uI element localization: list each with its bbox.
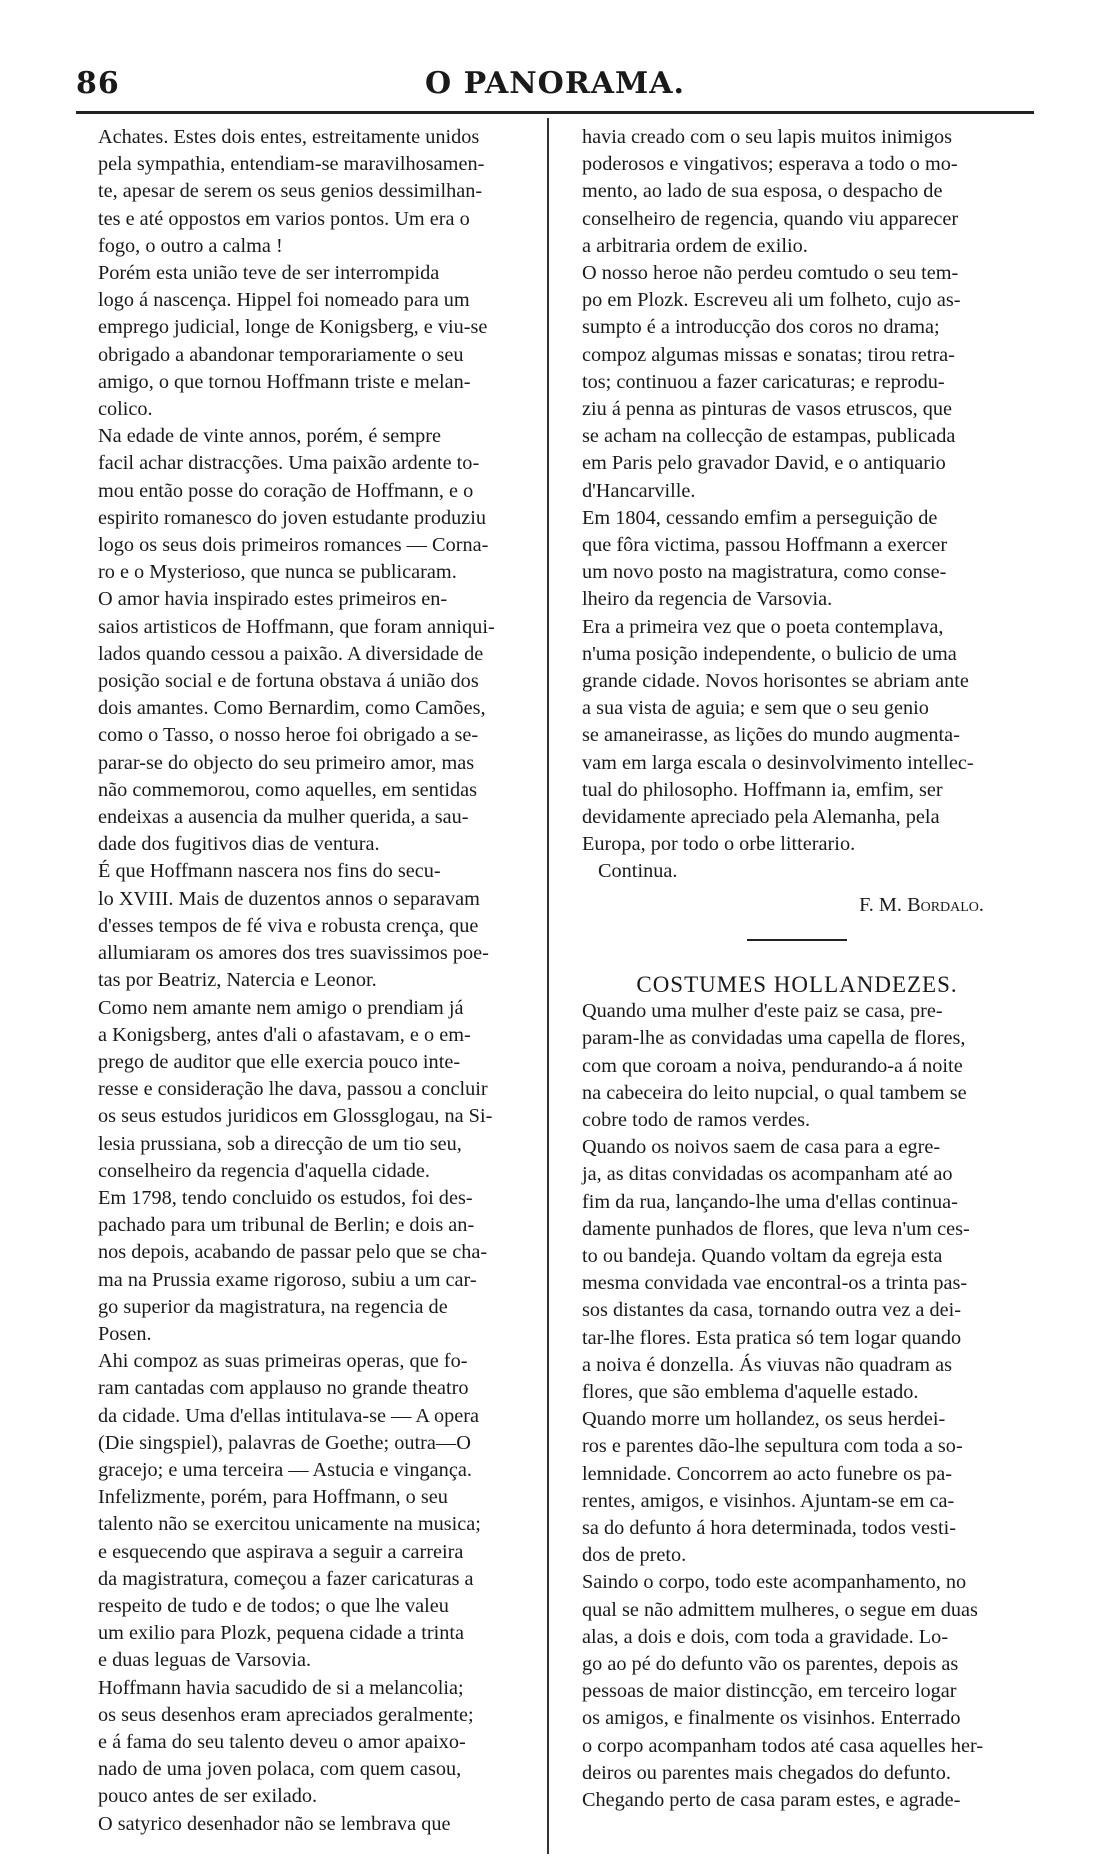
text-line: Quando os noivos saem de casa para a egre- <box>582 1136 941 1159</box>
paragraph <box>76 260 536 423</box>
section-paragraphs <box>560 998 1034 1814</box>
section-heading: COSTUMES HOLLANDEZES. <box>636 971 958 997</box>
text-line: ziu á penna as pinturas de vasos etruscos, que <box>582 398 953 421</box>
text-line: Na edade de vinte annos, porém, é sempre <box>98 425 441 448</box>
header-rule <box>76 111 1034 114</box>
paragraph <box>560 614 1034 859</box>
text-line: havia creado com o seu lapis muitos inimigos <box>582 126 953 148</box>
text-line: a arbitraria ordem de exilio. <box>582 234 808 257</box>
text-line: a noiva é donzella. Ás viuvas não quadram as <box>582 1353 953 1376</box>
text-line: saios artisticos de Hoffmann, que foram anniqui- <box>98 615 495 638</box>
text-line: Em 1798, tendo concluido os estudos, foi des- <box>98 1186 473 1209</box>
text-line: ro e o Mysterioso, que nunca se publicaram. <box>98 561 457 584</box>
text-line: pessoas de maior distincção, em terceiro logar <box>582 1680 957 1703</box>
text-line: pouco antes de ser exilado. <box>98 1785 318 1808</box>
text-line: Infelizmente, porém, para Hoffmann, o seu <box>98 1486 448 1509</box>
paragraph <box>76 1675 536 1811</box>
text-line: ros e parentes dão-lhe sepultura com toda a so- <box>582 1435 963 1458</box>
text-line: lheiro da regencia de Varsovia. <box>582 588 833 611</box>
text-line: mesma convidada vae encontral-os a trinta pas- <box>582 1272 968 1295</box>
text-line: amigo, o que tornou Hoffmann triste e melan- <box>98 370 471 393</box>
text-line: parar-se do objecto do seu primeiro amor, mas <box>98 751 475 774</box>
paragraph <box>76 995 536 1185</box>
text-line: a sua vista de aguia; e sem que o seu genio <box>582 697 929 720</box>
text-line: go ao pé do defunto vão os parentes, depois as <box>582 1652 959 1675</box>
text-line: lo XVIII. Mais de duzentos annos o separavam <box>98 887 480 910</box>
text-line: que fôra victima, passou Hoffmann a exercer <box>582 534 948 557</box>
text-line: colico. <box>98 398 153 421</box>
text-line: obrigado a abandonar temporariamente o seu <box>98 343 464 366</box>
text-line: endeixas a ausencia da mulher querida, a sau- <box>98 806 469 829</box>
text-line: os seus estudos juridicos em Glossglogau, na Si- <box>98 1105 493 1128</box>
text-line: posição social e de fortuna obstava á união dos <box>98 670 479 693</box>
text-line: gracejo; e uma terceira — Astucia e vingança. <box>98 1458 472 1481</box>
text-line: sos distantes da casa, tornando outra vez a dei- <box>582 1299 962 1322</box>
text-line: allumiaram os amores dos tres suavissimos poe- <box>98 942 489 965</box>
text-line: damente punhados de flores, que leva n'um ces- <box>582 1217 970 1240</box>
text-line: Hoffmann havia sacudido de si a melancolia; <box>98 1676 464 1699</box>
text-line: os amigos, e finalmente os visinhos. Enterrado <box>582 1707 961 1730</box>
text-line: Quando morre um hollandez, os seus herdei- <box>582 1408 946 1431</box>
paragraph <box>76 1348 536 1484</box>
text-line: po em Plozk. Escreveu ali um folheto, cujo as- <box>582 289 961 312</box>
paragraph <box>76 858 536 994</box>
text-line: como o Tasso, o nosso heroe foi obrigado a se- <box>98 724 479 747</box>
text-line: É que Hoffmann nascera nos fins do secu- <box>98 860 441 883</box>
text-line: Posen. <box>98 1322 152 1345</box>
text-line: um novo posto na magistratura, como conse- <box>582 561 947 584</box>
text-line: espirito romanesco do joven estudante produziu <box>98 506 487 529</box>
text-line: to ou bandeja. Quando voltam da egreja esta <box>582 1244 943 1267</box>
text-line: flores, que são emblema d'aquelle estado. <box>582 1380 919 1403</box>
text-line: dois amantes. Como Bernardim, como Camões, <box>98 697 486 720</box>
text-line: qual se não admittem mulheres, o segue em duas <box>582 1598 978 1621</box>
paragraph <box>76 124 536 260</box>
text-line: ja, as ditas convidadas os acompanham até ao <box>582 1163 953 1186</box>
text-line: lemnidade. Concorrem ao acto funebre os pa- <box>582 1462 952 1485</box>
text-line: conselheiro de regencia, quando viu apparecer <box>582 207 959 230</box>
paragraph <box>560 998 1034 1134</box>
text-line: rentes, amigos, e visinhos. Ajuntam-se em ca- <box>582 1489 955 1512</box>
section-divider <box>747 939 847 941</box>
text-line: se acham na collecção de estampas, publicada <box>582 425 956 448</box>
text-line: fim da rua, lançando-lhe uma d'ellas continua- <box>582 1190 958 1213</box>
text-line: (Die singspiel), palavras de Goethe; outra—O <box>98 1431 471 1454</box>
text-line: resse e consideração lhe dava, passou a concluir <box>98 1078 488 1101</box>
paragraph <box>560 1406 1034 1569</box>
page-header <box>60 58 1050 108</box>
text-line: logo os seus dois primeiros romances — Corna- <box>98 534 489 557</box>
text-line: go superior da magistratura, na regencia de <box>98 1295 448 1318</box>
text-line: Chegando perto de casa param estes, e agrade- <box>582 1788 961 1811</box>
text-line: param-lhe as convidadas uma capella de flores, <box>582 1027 966 1050</box>
text-line: emprego judicial, longe de Konigsberg, e viu-se <box>98 316 488 339</box>
text-line: O nosso heroe não perdeu comtudo o seu tem- <box>582 262 959 285</box>
text-line: ram cantadas com applauso no grande theatro <box>98 1377 469 1400</box>
text-line: Porém esta união teve de ser interrompida <box>98 262 440 285</box>
text-line: Quando uma mulher d'este paiz se casa, pre- <box>582 1000 943 1023</box>
text-line: facil achar distracções. Uma paixão ardente to- <box>98 452 480 475</box>
text-line: poderosos e vingativos; esperava a todo o mo- <box>582 153 958 176</box>
text-line: na cabeceira do leito nupcial, o qual tambem se <box>582 1081 967 1104</box>
text-line: e á fama do seu talento deveu o amor apaixo- <box>98 1730 466 1753</box>
text-line: tual do philosopho. Hoffmann ia, emfim, ser <box>582 778 943 801</box>
text-line: e duas leguas de Varsovia. <box>98 1649 312 1672</box>
text-line: tos; continuou a fazer caricaturas; e reprodu- <box>582 370 945 393</box>
paragraph <box>560 1569 1034 1814</box>
text-line: cobre todo de ramos verdes. <box>582 1108 811 1131</box>
paragraph <box>560 505 1034 614</box>
text-line: lesia prussiana, sob a direcção de um tio seu, <box>98 1132 462 1155</box>
text-line: dos de preto. <box>582 1544 687 1567</box>
text-line: Em 1804, cessando emfim a perseguição de <box>582 506 938 529</box>
text-line: respeito de tudo e de todos; o que lhe valeu <box>98 1594 449 1617</box>
right-column <box>560 124 1034 1814</box>
text-line: Era a primeira vez que o poeta contemplava, <box>582 615 944 638</box>
text-line: pela sympathia, entendiam-se maravilhosamen- <box>98 153 485 176</box>
text-line: Europa, por todo o orbe litterario. <box>582 833 856 856</box>
paragraph <box>76 1484 536 1674</box>
text-line: dade dos fugitivos dias de ventura. <box>98 833 380 856</box>
text-line: mou então posse do coração de Hoffmann, e o <box>98 479 474 502</box>
text-line: te, apesar de serem os seus genios dessimilhan- <box>98 180 483 203</box>
text-line: da cidade. Uma d'ellas intitulava-se — A opera <box>98 1404 479 1427</box>
text-line: d'esses tempos de fé viva e robusta crença, que <box>98 914 479 937</box>
text-line: d'Hancarville. <box>582 479 696 502</box>
text-line: mento, ao lado de sua esposa, o despacho de <box>582 180 943 203</box>
author-signature: F. M. Bordalo. <box>859 893 984 916</box>
continua-note: Continua. <box>598 860 678 883</box>
text-line: n'uma posição independente, o bulicio de uma <box>582 642 957 665</box>
text-line: Como nem amante nem amigo o prendiam já <box>98 996 464 1019</box>
text-line: compoz algumas missas e sonatas; tirou retra- <box>582 343 955 366</box>
text-line: da magistratura, começou a fazer caricaturas a <box>98 1567 474 1590</box>
text-line: com que coroam a noiva, pendurando-a á noite <box>582 1054 963 1077</box>
text-line: vam em larga escala o desinvolvimento intellec- <box>582 751 974 774</box>
paragraph <box>560 124 1034 260</box>
text-line: Achates. Estes dois entes, estreitamente unidos <box>98 126 480 148</box>
text-line: tes e até oppostos em varios pontos. Um era o <box>98 207 470 230</box>
paragraph <box>76 586 536 858</box>
paragraph <box>76 1185 536 1348</box>
text-line: o corpo acompanham todos até casa aquelles her- <box>582 1734 984 1757</box>
text-line: logo á nascença. Hippel foi nomeado para um <box>98 289 470 312</box>
text-line: O amor havia inspirado estes primeiros en- <box>98 588 448 611</box>
text-line: O satyrico desenhador não se lembrava que <box>98 1812 451 1835</box>
text-line: fogo, o outro a calma ! <box>98 234 283 257</box>
right-paragraphs <box>560 124 1034 858</box>
column-divider <box>547 118 549 1854</box>
paragraph <box>76 1811 536 1838</box>
text-line: sa do defunto á hora determinada, todos vesti- <box>582 1516 956 1539</box>
text-line: talento não se exercitou unicamente na musica; <box>98 1513 481 1536</box>
text-line: em Paris pelo gravador David, e o antiquario <box>582 452 946 475</box>
page-number: 86 <box>76 66 120 101</box>
text-line: lados quando cessou a paixão. A diversidade de <box>98 642 484 665</box>
text-line: Saindo o corpo, todo este acompanhamento, no <box>582 1571 967 1594</box>
text-line: conselheiro da regencia d'aquella cidade. <box>98 1159 430 1182</box>
text-line: a Konigsberg, antes d'ali o afastavam, e o em- <box>98 1023 471 1046</box>
text-line: deiros ou parentes mais chegados do defunto. <box>582 1761 951 1784</box>
text-line: sumpto é a introducção dos coros no drama; <box>582 316 940 339</box>
text-line: grande cidade. Novos horisontes se abriam ante <box>582 670 969 693</box>
paragraph <box>560 1134 1034 1406</box>
text-line: tar-lhe flores. Esta pratica só tem logar quando <box>582 1326 962 1349</box>
text-line: ma na Prussia exame rigoroso, subiu a um car- <box>98 1268 477 1291</box>
text-line: prego de auditor que elle exercia pouco inte- <box>98 1050 461 1073</box>
text-line: não commemorou, como aquelles, em sentidas <box>98 778 478 801</box>
paragraph <box>560 260 1034 505</box>
text-line: tas por Beatriz, Natercia e Leonor. <box>98 969 377 992</box>
text-line: nado de uma joven polaca, com quem casou, <box>98 1758 462 1781</box>
text-line: Ahi compoz as suas primeiras operas, que fo- <box>98 1350 468 1373</box>
text-line: e esquecendo que aspirava a seguir a carreira <box>98 1540 464 1563</box>
page-title: O PANORAMA. <box>425 66 685 101</box>
text-line: devidamente apreciado pela Alemanha, pela <box>582 806 940 829</box>
text-line: se amaneirasse, as lições do mundo augmenta- <box>582 724 960 747</box>
text-line: alas, a dois e dois, com toda a gravidade. Lo- <box>582 1625 949 1648</box>
text-line: um exilio para Plozk, pequena cidade a trinta <box>98 1622 465 1645</box>
left-column <box>76 124 536 1838</box>
paragraph <box>76 423 536 586</box>
text-line: os seus desenhos eram apreciados geralmente; <box>98 1703 474 1726</box>
text-line: pachado para um tribunal de Berlin; e dois an- <box>98 1214 475 1237</box>
text-line: nos depois, acabando de passar pelo que se cha- <box>98 1241 488 1264</box>
